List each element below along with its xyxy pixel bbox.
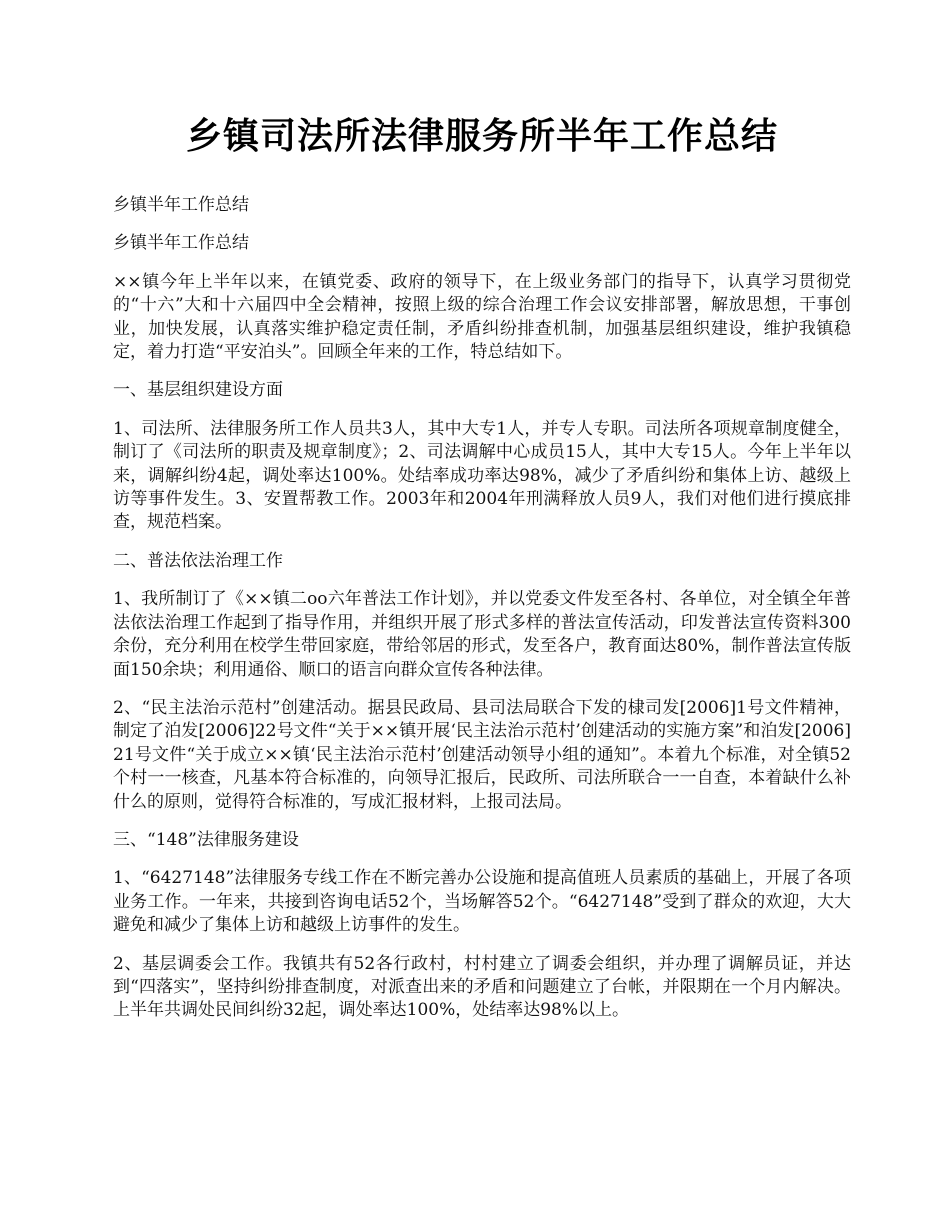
paragraph-section-2-item-2: 2、“民主法治示范村”创建活动。据县民政局、县司法局联合下发的棣司发[2006]1号文件精神，制定了泊发[2006]22号文件“关于××镇开展‘民主法治示范村’创建活动的实施方案”和泊发[2006]21号文件“关于成立××镇‘民主法治示范村’创建活动领导小组的通知”。本着九个标准，对全镇52个村一一核查，凡基本符合标准的，向领导汇报后，民政所、司法所联合一一自查，本着缺什么补什么的原则，觉得符合标准的，写成汇报材料，上报司法局。	[113, 697, 851, 812]
section-heading-3: 三、“148”法律服务建设	[113, 829, 299, 850]
paragraph-subtitle-2: 乡镇半年工作总结	[113, 233, 249, 254]
paragraph-section-1: 1、司法所、法律服务所工作人员共3人，其中大专1人，并专人专职。司法所各项规章制度健全，制订了《司法所的职责及规章制度》；2、司法调解中心成员15人，其中大专15人。今年上半年以来，调解纠纷4起，调处率达100%。处结率成功率达98%，减少了矛盾纠纷和集体上访、越级上访等事件发生。3、安置帮教工作。2003年和2004年刑满释放人员9人，我们对他们进行摸底排查，规范档案。	[113, 418, 851, 533]
paragraph-section-3-item-1: 1、“6427148”法律服务专线工作在不断完善办公设施和提高值班人员素质的基础上，开展了各项业务工作。一年来，共接到咨询电话52个，当场解答52个。“6427148”受到了群众的欢迎，大大避免和减少了集体上访和越级上访事件的发生。	[113, 868, 851, 936]
document-title: 乡镇司法所法律服务所半年工作总结	[185, 115, 778, 157]
paragraph-intro: ××镇今年上半年以来，在镇党委、政府的领导下，在上级业务部门的指导下，认真学习贯彻党的“十六”大和十六届四中全会精神，按照上级的综合治理工作会议安排部署，解放思想，干事创业，加快发展，认真落实维护稳定责任制，矛盾纠纷排查机制，加强基层组织建设，维护我镇稳定，着力打造“平安泊头”。回顾全年来的工作，特总结如下。	[113, 271, 851, 363]
document-page	[113, 108, 851, 1038]
section-heading-2: 二、普法依法治理工作	[113, 550, 283, 571]
section-heading-1: 一、基层组织建设方面	[113, 380, 283, 401]
paragraph-section-2-item-1: 1、我所制订了《××镇二oo六年普法工作计划》，并以党委文件发至各村、各单位，对全镇全年普法依法治理工作起到了指导作用，并组织开展了形式多样的普法宣传活动，印发普法宣传资料300余份，充分利用在校学生带回家庭，带给邻居的形式，发至各户，教育面达80%，制作普法宣传版面150余块；利用通俗、顺口的语言向群众宣传各种法律。	[113, 589, 851, 680]
paragraph-section-3-item-2: 2、基层调委会工作。我镇共有52各行政村，村村建立了调委会组织，并办理了调解员证，并达到“四落实”，坚持纠纷排查制度，对派查出来的矛盾和问题建立了台帐，并限期在一个月内解决。上半年共调处民间纠纷32起，调处率达100%，处结率达98%以上。	[113, 953, 851, 1021]
paragraph-subtitle-1: 乡镇半年工作总结	[113, 195, 249, 215]
